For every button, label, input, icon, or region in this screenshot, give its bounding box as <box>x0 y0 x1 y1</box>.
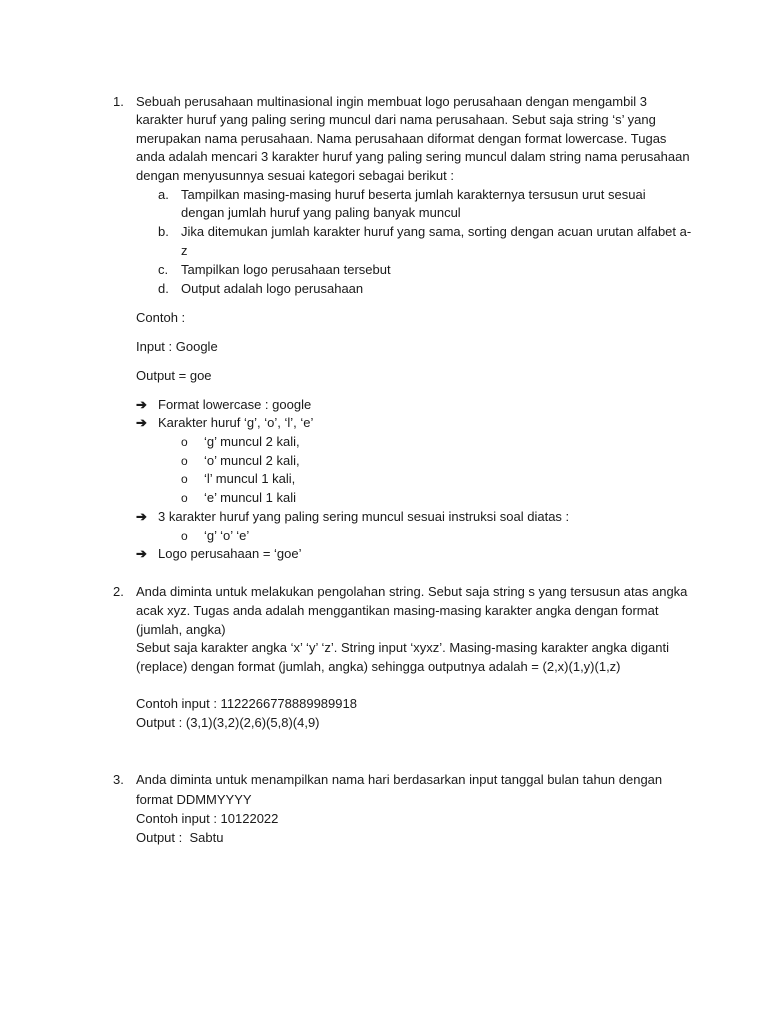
q1-arrow-text: 3 karakter huruf yang paling sering muncul sesuai instruksi soal diatas : <box>158 509 570 524</box>
q3-example-input: Contoh input : 10122022 <box>136 811 279 826</box>
q3-line: format DDMMYYYY <box>136 792 252 807</box>
q1-number: 1. <box>113 94 124 109</box>
q3-number: 3. <box>113 772 124 787</box>
arrow-icon: ➔ <box>136 509 147 524</box>
arrow-icon: ➔ <box>136 415 147 430</box>
circle-bullet-icon: o <box>181 454 188 468</box>
q1-line: dengan menyusunnya sesuai kategori sebagai berikut : <box>136 168 454 183</box>
q1-line: anda adalah mencari 3 karakter huruf yang paling sering muncul dalam string nama perusahaan <box>136 149 690 164</box>
q1-example-output: Output = goe <box>136 368 212 383</box>
q2-example-output: Output : (3,1)(3,2)(2,6)(5,8)(4,9) <box>136 715 320 730</box>
q3-example-output: Output : Sabtu <box>136 830 224 845</box>
arrow-icon: ➔ <box>136 546 147 561</box>
q1-top3-line: ‘g’ ‘o’ ‘e’ <box>204 528 250 543</box>
q1-sub-label-a: a. <box>158 187 169 202</box>
q1-count-line: ‘g’ muncul 2 kali, <box>204 434 300 449</box>
arrow-icon: ➔ <box>136 397 147 412</box>
q1-line: karakter huruf yang paling sering muncul dari nama perusahaan. Sebut saja string ‘s’ yang <box>136 112 656 127</box>
q1-count-line: ‘e’ muncul 1 kali <box>204 490 297 505</box>
q1-example-input: Input : Google <box>136 339 218 354</box>
q1-sub-label-b: b. <box>158 224 169 239</box>
q1-sub-d-line: Output adalah logo perusahaan <box>181 281 364 296</box>
circle-bullet-icon: o <box>181 491 188 505</box>
q1-sub-b-line: Jika ditemukan jumlah karakter huruf yang sama, sorting dengan acuan urutan alfabet a- <box>181 224 692 239</box>
q2-example-input: Contoh input : 1122266778889989918 <box>136 696 357 711</box>
q1-sub-a-line: Tampilkan masing-masing huruf beserta jumlah karakternya tersusun urut sesuai <box>181 187 646 202</box>
q2-line: (replace) dengan format (jumlah, angka) sehingga outputnya adalah = (2,x)(1,y)(1,z) <box>136 659 621 674</box>
q1-arrow-text: Format lowercase : google <box>158 397 312 412</box>
q1-count-line: ‘l’ muncul 1 kali, <box>204 471 296 486</box>
q3-line: Anda diminta untuk menampilkan nama hari berdasarkan input tanggal bulan tahun dengan <box>136 772 663 787</box>
q1-sub-b-line: z <box>181 243 188 258</box>
circle-bullet-icon: o <box>181 472 188 486</box>
q1-arrow-text: Karakter huruf ‘g’, ‘o’, ‘l’, ‘e’ <box>158 415 314 430</box>
q1-contoh-label: Contoh : <box>136 310 186 325</box>
q2-line: Anda diminta untuk melakukan pengolahan string. Sebut saja string s yang tersusun atas angka <box>136 584 688 599</box>
q2-line: acak xyz. Tugas anda adalah menggantikan masing-masing karakter angka dengan format <box>136 603 659 618</box>
q1-arrow-text: Logo perusahaan = ‘goe’ <box>158 546 302 561</box>
q1-sub-c-line: Tampilkan logo perusahaan tersebut <box>181 262 391 277</box>
q1-line: Sebuah perusahaan multinasional ingin membuat logo perusahaan dengan mengambil 3 <box>136 94 647 109</box>
q1-sub-a-line: dengan jumlah huruf yang paling banyak muncul <box>181 205 461 220</box>
q1-line: merupakan nama perusahaan. Nama perusahaan diformat dengan format lowercase. Tugas <box>136 131 667 146</box>
q2-line: Sebut saja karakter angka ‘x’ ‘y’ ‘z’. String input ‘xyxz’. Masing-masing karakter angka diganti <box>136 640 669 655</box>
q2-line: (jumlah, angka) <box>136 622 226 637</box>
q2-number: 2. <box>113 584 124 599</box>
q1-sub-label-c: c. <box>158 262 169 277</box>
q1-sub-label-d: d. <box>158 281 169 296</box>
circle-bullet-icon: o <box>181 435 188 449</box>
q1-count-line: ‘o’ muncul 2 kali, <box>204 453 300 468</box>
circle-bullet-icon: o <box>181 529 188 543</box>
